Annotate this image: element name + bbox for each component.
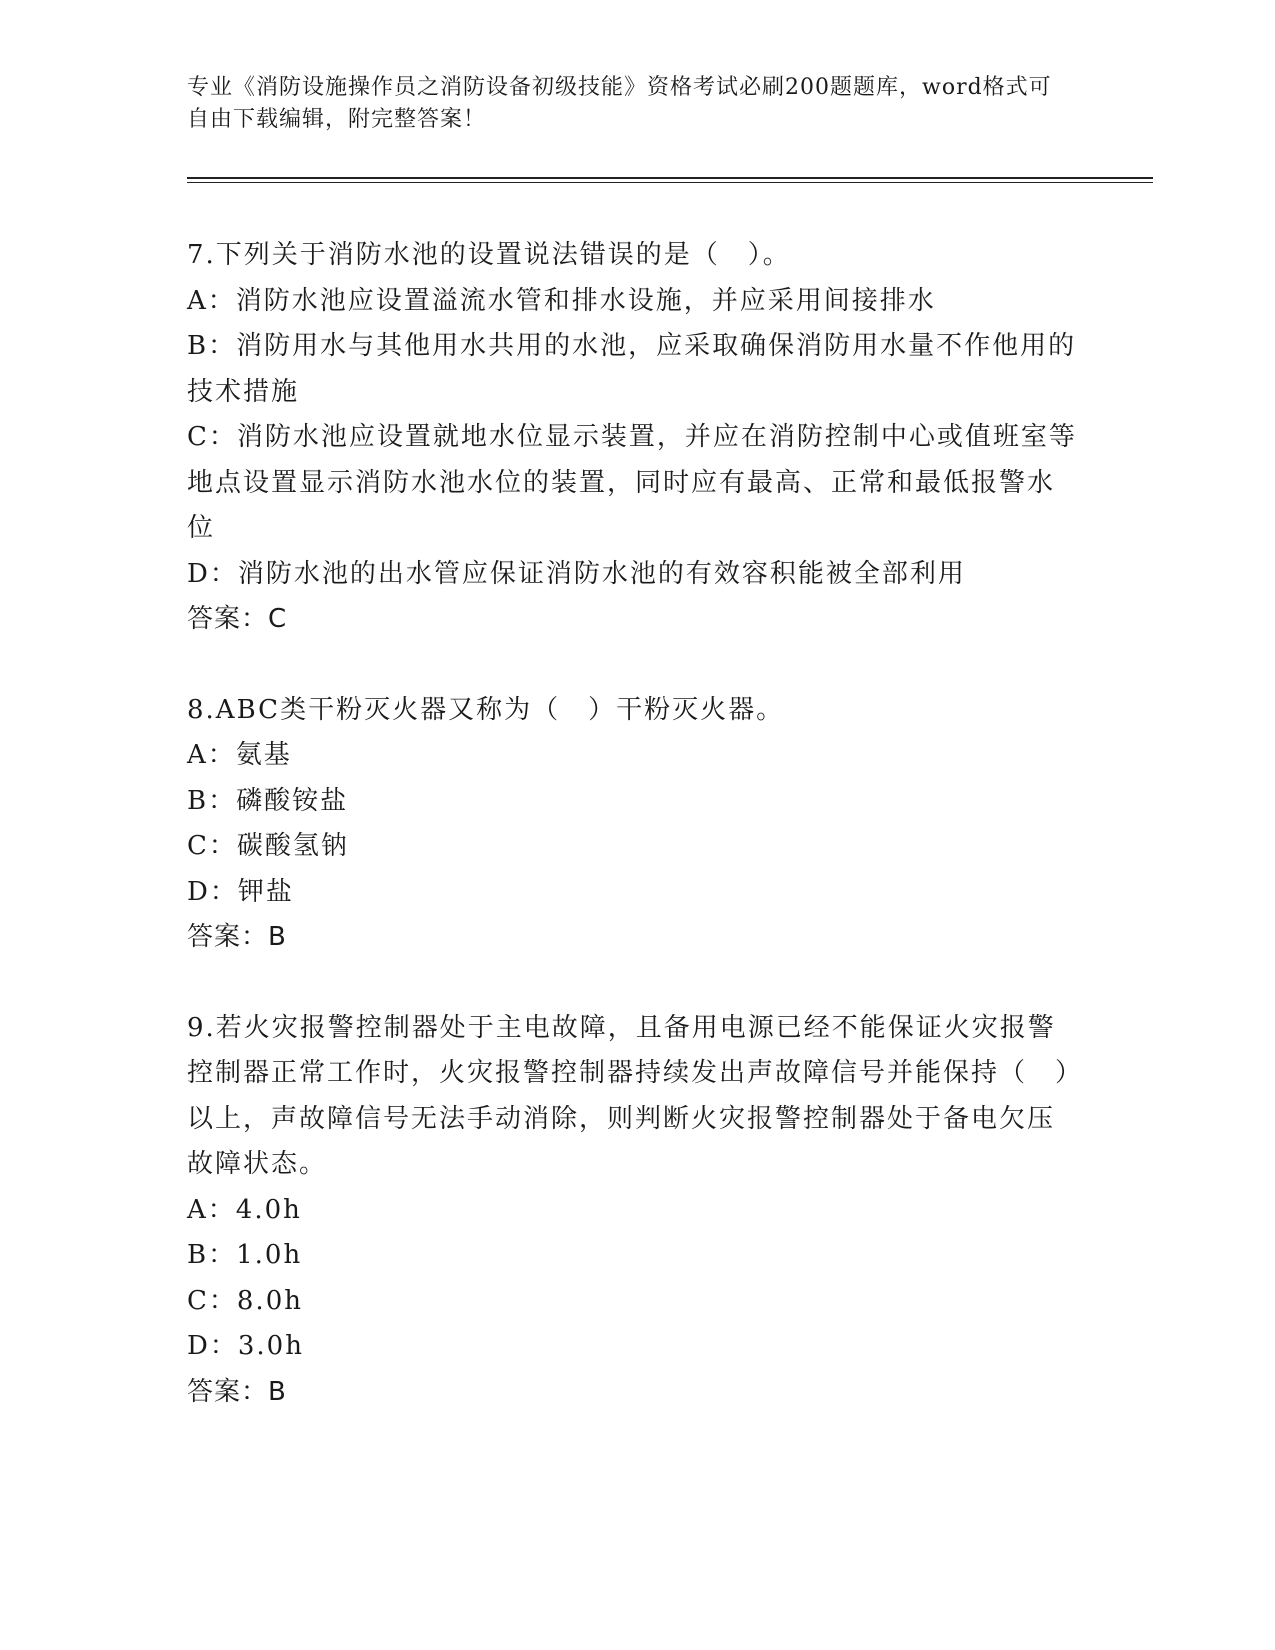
option-a: A：4.0h [187, 1194, 302, 1225]
option-c: C：消防水池应设置就地水位显示装置，并应在消防控制中心或值班室等地点设置显示消防水池水位的装置，同时应有最高、正常和最低报警水位 [187, 422, 1077, 543]
answer-line: 答案：C [187, 604, 288, 634]
question-stem: 7.下列关于消防水池的设置说法错误的是（ ）。 [187, 240, 791, 270]
option-d: D：钾盐 [187, 876, 294, 907]
document-header: 专业《消防设施操作员之消防设备初级技能》资格考试必刷200题题库，word格式可自由下载编辑，附完整答案！ [187, 75, 1052, 132]
option-d: D：3.0h [187, 1331, 304, 1361]
header-divider-thick [187, 177, 1153, 179]
option-c: C：碳酸氢钠 [187, 831, 349, 861]
answer-line: 答案：B [187, 1376, 287, 1407]
option-a: A：氨基 [187, 740, 292, 770]
answer-line: 答案：B [187, 922, 287, 952]
question-item [187, 233, 1077, 643]
question-stem: 9.若火灾报警控制器处于主电故障，且备用电源已经不能保证火灾报警控制器正常工作时，火灾报警控制器持续发出声故障信号并能保持（ ）以上，声故障信号无法手动消除，则判断火灾报警控制器处于备电欠压故障状态。 [187, 1012, 1071, 1179]
option-d: D：消防水池的出水管应保证消防水池的有效容积能被全部利用 [187, 558, 966, 589]
question-list [187, 233, 1077, 1460]
question-stem: 8.ABC类干粉灭火器又称为（ ）干粉灭火器。 [187, 694, 785, 725]
header-divider-thin [187, 182, 1153, 183]
option-c: C：8.0h [187, 1285, 303, 1316]
option-a: A：消防水池应设置溢流水管和排水设施，并应采用间接排水 [187, 285, 936, 316]
question-item [187, 688, 1077, 961]
option-b: B：1.0h [187, 1240, 303, 1270]
question-item [187, 1006, 1077, 1416]
option-b: B：消防用水与其他用水共用的水池，应采取确保消防用水量不作他用的技术措施 [187, 331, 1077, 407]
option-b: B：磷酸铵盐 [187, 785, 349, 816]
